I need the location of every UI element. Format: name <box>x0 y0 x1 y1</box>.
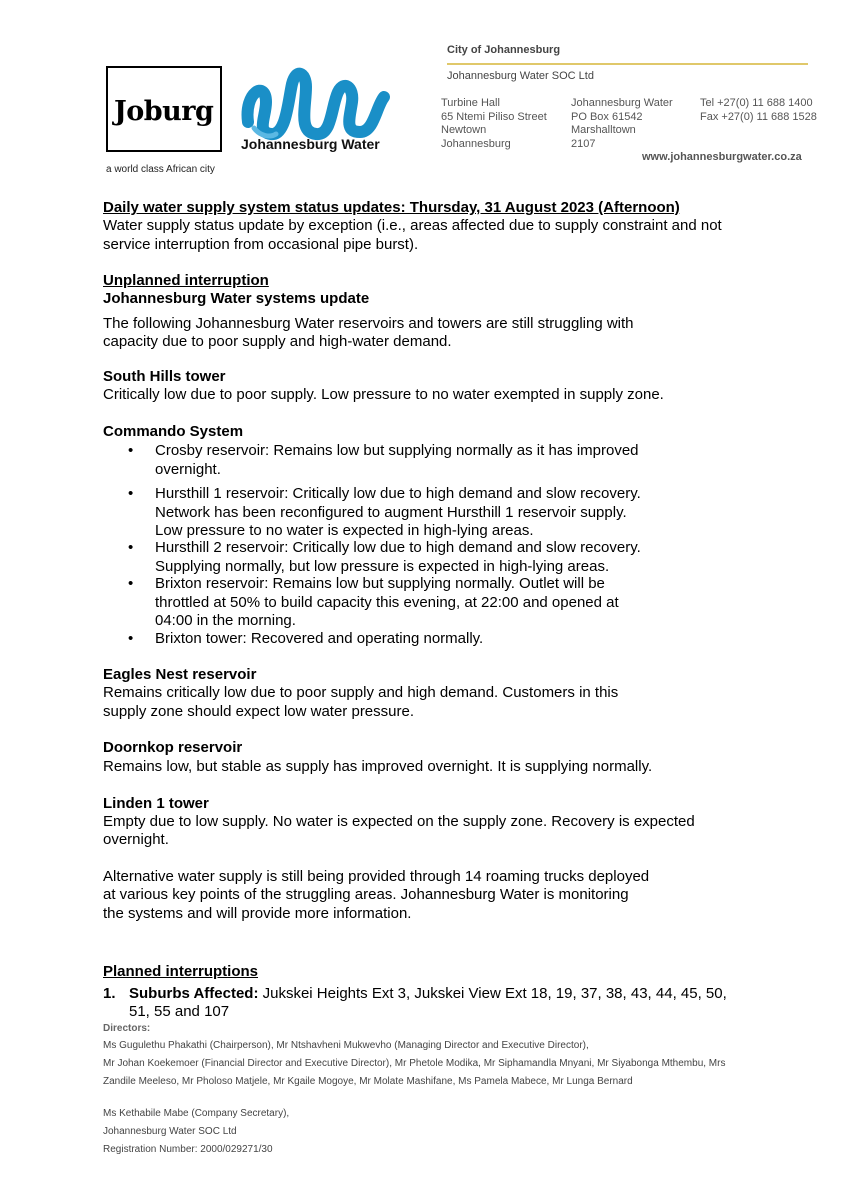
linden-line-1: Empty due to low supply. No water is expected on the supply zone. Recovery is expected <box>103 813 695 830</box>
planned-heading: Planned interruptions <box>103 963 259 980</box>
list-item-line: Crosby reservoir: Remains low but supplying normally as it has improved <box>155 442 639 459</box>
address-line: Turbine Hall <box>441 97 500 109</box>
planned-text-1: Jukskei Heights Ext 3, Jukskei View Ext 18, 19, 37, 38, 43, 44, 45, 50, <box>258 985 727 1002</box>
south-hills-heading: South Hills tower <box>103 368 226 385</box>
list-item-line: 04:00 in the morning. <box>155 612 296 629</box>
address-line: Johannesburg <box>441 137 511 150</box>
commando-heading: Commando System <box>103 423 244 440</box>
footer-company: Johannesburg Water SOC Ltd <box>103 1126 237 1137</box>
bullet: • <box>128 539 134 556</box>
doornkop-text: Remains low, but stable as supply has improved overnight. It is supplying normally. <box>103 758 653 775</box>
header-city: City of Johannesburg <box>447 44 561 56</box>
address-line: Newtown <box>441 124 487 136</box>
list-item <box>155 442 639 479</box>
address-line: PO Box 61542 <box>571 110 643 123</box>
south-hills-text: Critically low due to poor supply. Low pressure to no water exempted in supply zone. <box>103 386 664 403</box>
linden-heading: Linden 1 tower <box>103 795 209 812</box>
list-item-line: Brixton reservoir: Remains low but supplying normally. Outlet will be <box>155 575 605 592</box>
list-item <box>155 630 483 649</box>
eagles-nest-line-2: supply zone should expect low water pressure. <box>103 703 415 720</box>
fax: Fax +27(0) 11 688 1528 <box>700 110 817 123</box>
list-item <box>155 575 619 631</box>
list-item <box>155 485 641 541</box>
list-item-line: Brixton tower: Recovered and operating normally. <box>155 630 484 647</box>
header-company: Johannesburg Water SOC Ltd <box>447 70 594 82</box>
address-physical <box>441 97 547 151</box>
intro-line-2: service interruption from occasional pipe burst). <box>103 236 419 253</box>
contact-numbers <box>700 97 817 124</box>
list-item <box>155 539 641 576</box>
address-line: Marshalltown <box>571 124 636 136</box>
directors-label: Directors: <box>103 1023 151 1034</box>
intro-line-1: Water supply status update by exception (i.e., areas affected due to supply constraint and not <box>103 217 722 234</box>
systems-line-1: The following Johannesburg Water reservoirs and towers are still struggling with <box>103 315 634 332</box>
systems-heading: Johannesburg Water systems update <box>103 290 370 307</box>
bullet: • <box>128 485 134 502</box>
joburg-logo <box>106 66 222 152</box>
website-link[interactable]: www.johannesburgwater.co.za <box>642 151 802 163</box>
company-secretary: Ms Kethabile Mabe (Company Secretary), <box>103 1108 290 1119</box>
systems-line-2: capacity due to poor supply and high-water demand. <box>103 333 452 350</box>
doornkop-heading: Doornkop reservoir <box>103 739 243 756</box>
joburg-logo-text: Joburg <box>114 96 214 127</box>
list-item-line: throttled at 50% to build capacity this evening, at 22:00 and opened at <box>155 593 619 611</box>
alt-supply-line-1: Alternative water supply is still being provided through 14 roaming trucks deployed <box>103 868 650 885</box>
registration-number: Registration Number: 2000/029271/30 <box>103 1144 273 1155</box>
list-item-line: Network has been reconfigured to augment Hursthill 1 reservoir supply. <box>155 503 627 521</box>
address-line: 2107 <box>571 137 596 150</box>
alt-supply-line-2: at various key points of the struggling areas. Johannesburg Water is monitoring <box>103 886 629 903</box>
directors-line-3: Zandile Meeleso, Mr Pholoso Matjele, Mr Kgaile Mogoye, Mr Molate Mashifane, Ms Pamela Mabece, Mr Lunga Bernard <box>103 1076 633 1087</box>
document-title: Daily water supply system status updates: Thursday, 31 August 2023 (Afternoon) <box>103 199 680 216</box>
list-item-line: Hursthill 2 reservoir: Critically low due to high demand and slow recovery. <box>155 539 641 556</box>
unplanned-heading: Unplanned interruption <box>103 272 269 289</box>
eagles-nest-heading: Eagles Nest reservoir <box>103 666 257 683</box>
directors-line-2: Mr Johan Koekemoer (Financial Director and Executive Director), Mr Phetole Modika, Mr Siphamandla Mnyani, Mr Siyabonga Mthembu, Mrs <box>103 1058 726 1069</box>
eagles-nest-line-1: Remains critically low due to poor supply and high demand. Customers in this <box>103 684 619 701</box>
list-item-line: Low pressure to no water is expected in high-lying areas. <box>155 522 534 539</box>
address-line: 65 Ntemi Piliso Street <box>441 110 547 123</box>
header-divider <box>447 63 808 65</box>
address-postal <box>571 97 673 151</box>
planned-item <box>129 985 727 1004</box>
bullet: • <box>128 575 134 592</box>
directors-line-1: Ms Gugulethu Phakathi (Chairperson), Mr Ntshavheni Mukwevho (Managing Director and Executive Director), <box>103 1040 589 1051</box>
planned-number: 1. <box>103 985 116 1002</box>
address-line: Johannesburg Water <box>571 97 673 109</box>
linden-line-2: overnight. <box>103 831 169 848</box>
alt-supply-line-3: the systems and will provide more information. <box>103 905 412 922</box>
bullet: • <box>128 442 134 459</box>
planned-label: Suburbs Affected: <box>129 985 259 1002</box>
list-item-line: overnight. <box>155 460 221 478</box>
jw-logo-name: Johannesburg Water <box>241 136 380 152</box>
tagline: a world class African city <box>106 164 215 175</box>
tel: Tel +27(0) 11 688 1400 <box>700 97 813 109</box>
planned-text-2: 51, 55 and 107 <box>129 1003 230 1020</box>
bullet: • <box>128 630 134 647</box>
list-item-line: Hursthill 1 reservoir: Critically low due to high demand and slow recovery. <box>155 485 641 502</box>
list-item-line: Supplying normally, but low pressure is expected in high-lying areas. <box>155 557 610 575</box>
